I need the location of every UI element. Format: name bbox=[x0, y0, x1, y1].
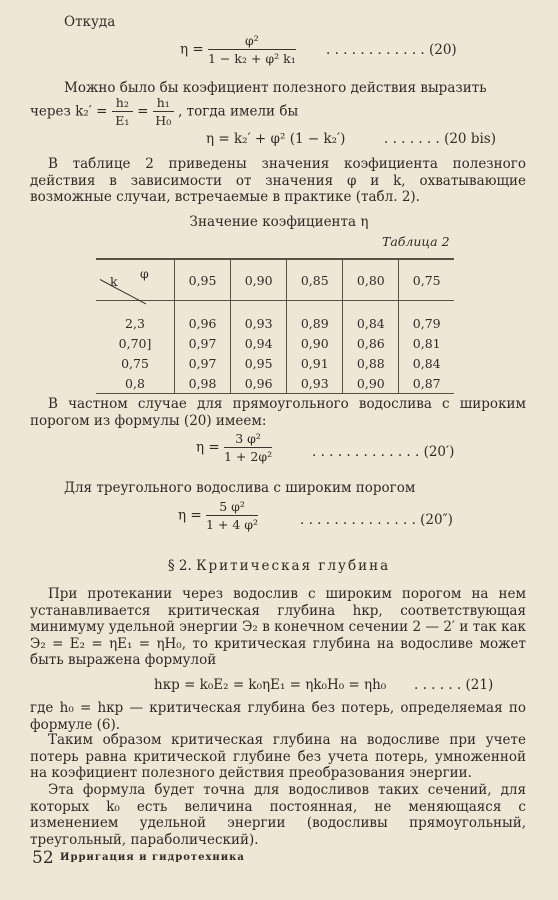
eq20pp-fraction bbox=[206, 500, 258, 532]
para4: Для треугольного водослива с широким порогом bbox=[64, 480, 416, 496]
eta-cell: 0,89 bbox=[287, 313, 343, 333]
eta-cell: 0,84 bbox=[399, 353, 454, 373]
table-row bbox=[96, 333, 454, 353]
eq20-number: . . . . . . . . . . . . (20) bbox=[326, 42, 457, 58]
para8-text: Эта формула будет точна для водосливов таких сечений, для которых k₀ есть величина постоянная, не меняющаяся с изменением удельной энергии (водосливы прямоугольный, треугольный, параболический). bbox=[30, 782, 526, 848]
phi-header: 0,75 bbox=[399, 259, 454, 301]
phi-header: 0,95 bbox=[175, 259, 231, 301]
eta-cell: 0,84 bbox=[343, 313, 399, 333]
equation-20-bis: η = k₂′ + φ² (1 − k₂′) bbox=[206, 131, 346, 147]
eta-cell: 0,94 bbox=[231, 333, 287, 353]
table-row bbox=[96, 353, 454, 373]
eta-cell: 0,96 bbox=[175, 313, 231, 333]
phi-header: 0,85 bbox=[287, 259, 343, 301]
table-row bbox=[96, 373, 454, 394]
eq20pp-numerator: 5 φ² bbox=[206, 500, 258, 516]
page-number: 52 bbox=[32, 848, 54, 868]
eq20p-lhs: η = bbox=[196, 439, 220, 456]
phi-header: 0,80 bbox=[343, 259, 399, 301]
eta-cell: 0,95 bbox=[231, 353, 287, 373]
eta-cell: 0,87 bbox=[399, 373, 454, 394]
eta-cell: 0,93 bbox=[287, 373, 343, 394]
equation-20-prime bbox=[196, 432, 272, 464]
eta-cell: 0,90 bbox=[343, 373, 399, 394]
table-row bbox=[96, 313, 454, 333]
k-cell: 2,3 bbox=[125, 315, 145, 331]
fraction-h1: h₁ bbox=[153, 96, 174, 112]
corner-k: k bbox=[110, 274, 118, 289]
table-header-row bbox=[96, 259, 454, 301]
eq20bis-number: . . . . . . . (20 bis) bbox=[384, 131, 496, 147]
journal-title: Ирригация и гидротехника bbox=[60, 852, 245, 863]
k-cell: 0,8 bbox=[96, 373, 175, 394]
fraction-h0: H₀ bbox=[155, 113, 172, 128]
fraction-h2: h₂ bbox=[112, 96, 133, 112]
eq20p-number: . . . . . . . . . . . . . (20′) bbox=[312, 444, 455, 460]
para2-text: В таблице 2 приведены значения коэфициента полезного действия в зависимости от значения φ и k, охватывающие возможные случаи, встречаемые в практике (табл. 2). bbox=[30, 156, 526, 206]
eq20pp-number: . . . . . . . . . . . . . . (20″) bbox=[300, 512, 453, 528]
eta-cell: 0,98 bbox=[175, 373, 231, 394]
eq20pp-lhs: η = bbox=[178, 507, 202, 524]
corner-phi: φ bbox=[140, 266, 149, 281]
para1-line2: через k₂′ = $\frac{\text{h₂}}{\text{E₁}}$ = $\frac{\text{h₁}}{\text{H₀}}$ , тогда имели бы bbox=[30, 95, 299, 128]
coefficient-table bbox=[96, 258, 454, 394]
section-heading bbox=[0, 558, 558, 574]
eq20p-fraction bbox=[224, 432, 272, 464]
para8 bbox=[30, 782, 526, 848]
eta-cell: 0,97 bbox=[175, 333, 231, 353]
eq20-lhs: η = bbox=[180, 41, 204, 58]
table-corner-cell bbox=[96, 259, 175, 301]
eta-cell: 0,91 bbox=[287, 353, 343, 373]
eq20-numerator: φ² bbox=[208, 34, 296, 50]
para1-via-k: через k₂′ = bbox=[30, 103, 108, 120]
equation-20 bbox=[180, 34, 296, 66]
eta-cell: 0,88 bbox=[343, 353, 399, 373]
eta-cell: 0,93 bbox=[231, 313, 287, 333]
fraction-h2-e1 bbox=[112, 96, 133, 128]
para3 bbox=[30, 396, 526, 429]
table-label: Таблица 2 bbox=[382, 234, 450, 249]
k-cell: 0,70] bbox=[118, 335, 152, 351]
para1-line1: Можно было бы коэфициент полезного действия выразить bbox=[64, 80, 487, 96]
k-cell: 0,75 bbox=[121, 355, 149, 371]
para2 bbox=[30, 156, 526, 206]
eta-cell: 0,81 bbox=[399, 333, 454, 353]
eta-cell: 0,79 bbox=[399, 313, 454, 333]
para7-text: Таким образом критическая глубина на водосливе при учете потерь равна критической глубине без учета потерь, умноженной на коэфициент полезного действия преобразования энергии. bbox=[30, 732, 526, 782]
para5 bbox=[30, 586, 526, 669]
eta-cell: 0,97 bbox=[175, 353, 231, 373]
eta-cell: 0,90 bbox=[287, 333, 343, 353]
eq20pp-denominator: 1 + 4 φ² bbox=[206, 517, 259, 532]
para1-then: , тогда имели бы bbox=[178, 103, 299, 120]
eta-cell: 0,86 bbox=[343, 333, 399, 353]
eq20-denominator: 1 − k₂ + φ² k₁ bbox=[208, 51, 296, 66]
phi-header: 0,90 bbox=[231, 259, 287, 301]
eq21-number: . . . . . . (21) bbox=[414, 677, 494, 693]
table-title: Значение коэфициента η bbox=[189, 214, 369, 230]
para5-text: При протекании через водослив с широким порогом на нем устанавливается критическая глубина hкр, соответствующая минимуму удельной энергии Э₂ в конечном сечении 2 — 2′ и так как Э₂ = E₂ = ηE₁ = ηH₀, то критическая глубина на водосливе может быть выражена формулой bbox=[30, 586, 526, 669]
eq20p-numerator: 3 φ² bbox=[224, 432, 272, 448]
para6: где h₀ = hкр — критическая глубина без потерь, определяемая по формуле (6). bbox=[30, 700, 526, 733]
section-number: § 2. bbox=[167, 558, 192, 574]
fraction-h1-h0 bbox=[153, 96, 174, 128]
para3-text: В частном случае для прямоугольного водослива с широким порогом из формулы (20) имеем: bbox=[30, 396, 526, 429]
equation-21: hкр = k₀E₂ = k₀ηE₁ = ηk₀H₀ = ηh₀ bbox=[154, 677, 387, 693]
intro-word: Откуда bbox=[64, 14, 116, 30]
fraction-e1: E₁ bbox=[115, 113, 130, 128]
para7 bbox=[30, 732, 526, 782]
eta-cell: 0,96 bbox=[231, 373, 287, 394]
eq20p-denominator: 1 + 2φ² bbox=[224, 449, 273, 464]
equation-20-double-prime bbox=[178, 500, 258, 532]
eq20-fraction bbox=[208, 34, 296, 66]
section-title: Критическая глубина bbox=[196, 558, 391, 574]
